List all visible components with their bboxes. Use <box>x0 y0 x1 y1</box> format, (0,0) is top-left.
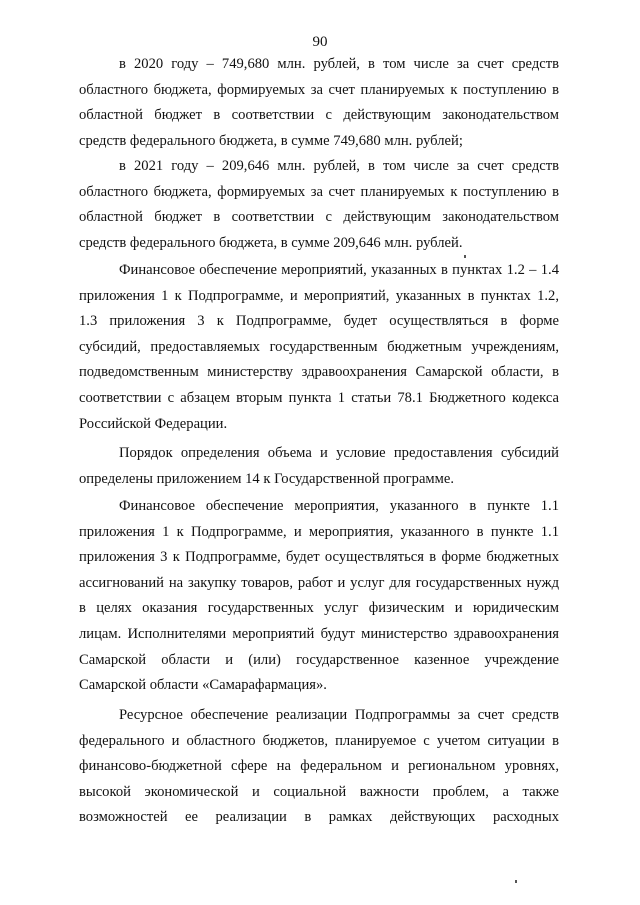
paragraph-line: областного бюджета, формируемых за счет планируемых к поступлению в <box>79 81 559 98</box>
paragraph-line: средств федерального бюджета, в сумме 209,646 млн. рублей. <box>79 234 463 251</box>
paragraph-line: приложения 1 к Подпрограмме, и мероприятия, указанного в пункте 1.1 <box>79 523 559 540</box>
paragraph-line: средств федерального бюджета, в сумме 749,680 млн. рублей; <box>79 132 463 149</box>
paragraph-2020-funding <box>79 52 559 154</box>
paragraph-2021-funding <box>79 154 559 256</box>
paragraph-line: в целях оказания государственных услуг физическим и юридическим <box>79 600 559 617</box>
paragraph-line: Самарской области «Самарафармация». <box>79 677 327 694</box>
paragraph-line: субсидий, предоставляемых государственным бюджетным учреждениям, <box>79 338 559 355</box>
paragraph-line: приложения 3 к Подпрограмме, будет осуществляться в форме бюджетных <box>79 549 559 566</box>
paragraph-line: Российской Федерации. <box>79 415 228 432</box>
paragraph-line: областной бюджет в соответствии с действующим законодательством <box>79 107 559 124</box>
paragraph-line: областной бюджет в соответствии с действующим законодательством <box>79 209 559 226</box>
paragraph-line: федерального и областного бюджетов, планируемое с учетом ситуации в <box>79 732 559 749</box>
scan-speck <box>464 255 466 258</box>
paragraph-line: высокой экономической и социальной важности проблем, а также <box>79 783 559 800</box>
paragraph-line: в 2021 году – 209,646 млн. рублей, в том числе за счет средств <box>119 158 559 174</box>
paragraph-line: в 2020 году – 749,680 млн. рублей, в том числе за счет средств <box>119 56 559 72</box>
page-number: 90 <box>312 34 328 50</box>
paragraph-line: Финансовое обеспечение мероприятий, указанных в пунктах 1.2 – 1.4 <box>119 262 559 278</box>
paragraph-line: определены приложением 14 к Государственной программе. <box>79 470 455 487</box>
paragraph-line: 1.3 приложения 3 к Подпрограмме, будет осуществляться в форме <box>79 313 559 330</box>
paragraph-line: возможностей ее реализации в рамках действующих расходных <box>79 809 559 826</box>
paragraph-line: ассигнований на закупку товаров, работ и услуг для государственных нужд <box>79 574 559 591</box>
paragraph-line: приложения 1 к Подпрограмме, и мероприятий, указанных в пунктах 1.2, <box>79 287 559 304</box>
paragraph-line: лицам. Исполнителями мероприятий будут министерство здравоохранения <box>79 625 559 642</box>
paragraph-budget-allocations <box>79 494 559 699</box>
paragraph-line: Финансовое обеспечение мероприятия, указанного в пункте 1.1 <box>119 498 559 514</box>
paragraph-line: Самарской области и (или) государственное казенное учреждение <box>79 651 559 668</box>
paragraph-subsidies <box>79 258 559 437</box>
paragraph-line: подведомственным министерству здравоохранения Самарской области, в <box>79 364 559 381</box>
scan-speck <box>515 880 517 883</box>
paragraph-line: финансово-бюджетной сфере на федеральном и региональном уровнях, <box>79 758 559 775</box>
paragraph-line: Ресурсное обеспечение реализации Подпрограммы за счет средств <box>119 707 559 723</box>
paragraph-subsidy-procedure <box>79 441 559 492</box>
paragraph-resource-provision <box>79 703 559 831</box>
paragraph-line: областного бюджета, формируемых за счет планируемых к поступлению в <box>79 183 559 200</box>
paragraph-line: соответствии с абзацем вторым пункта 1 статьи 78.1 Бюджетного кодекса <box>79 389 559 406</box>
paragraph-line: Порядок определения объема и условие предоставления субсидий <box>119 445 559 461</box>
